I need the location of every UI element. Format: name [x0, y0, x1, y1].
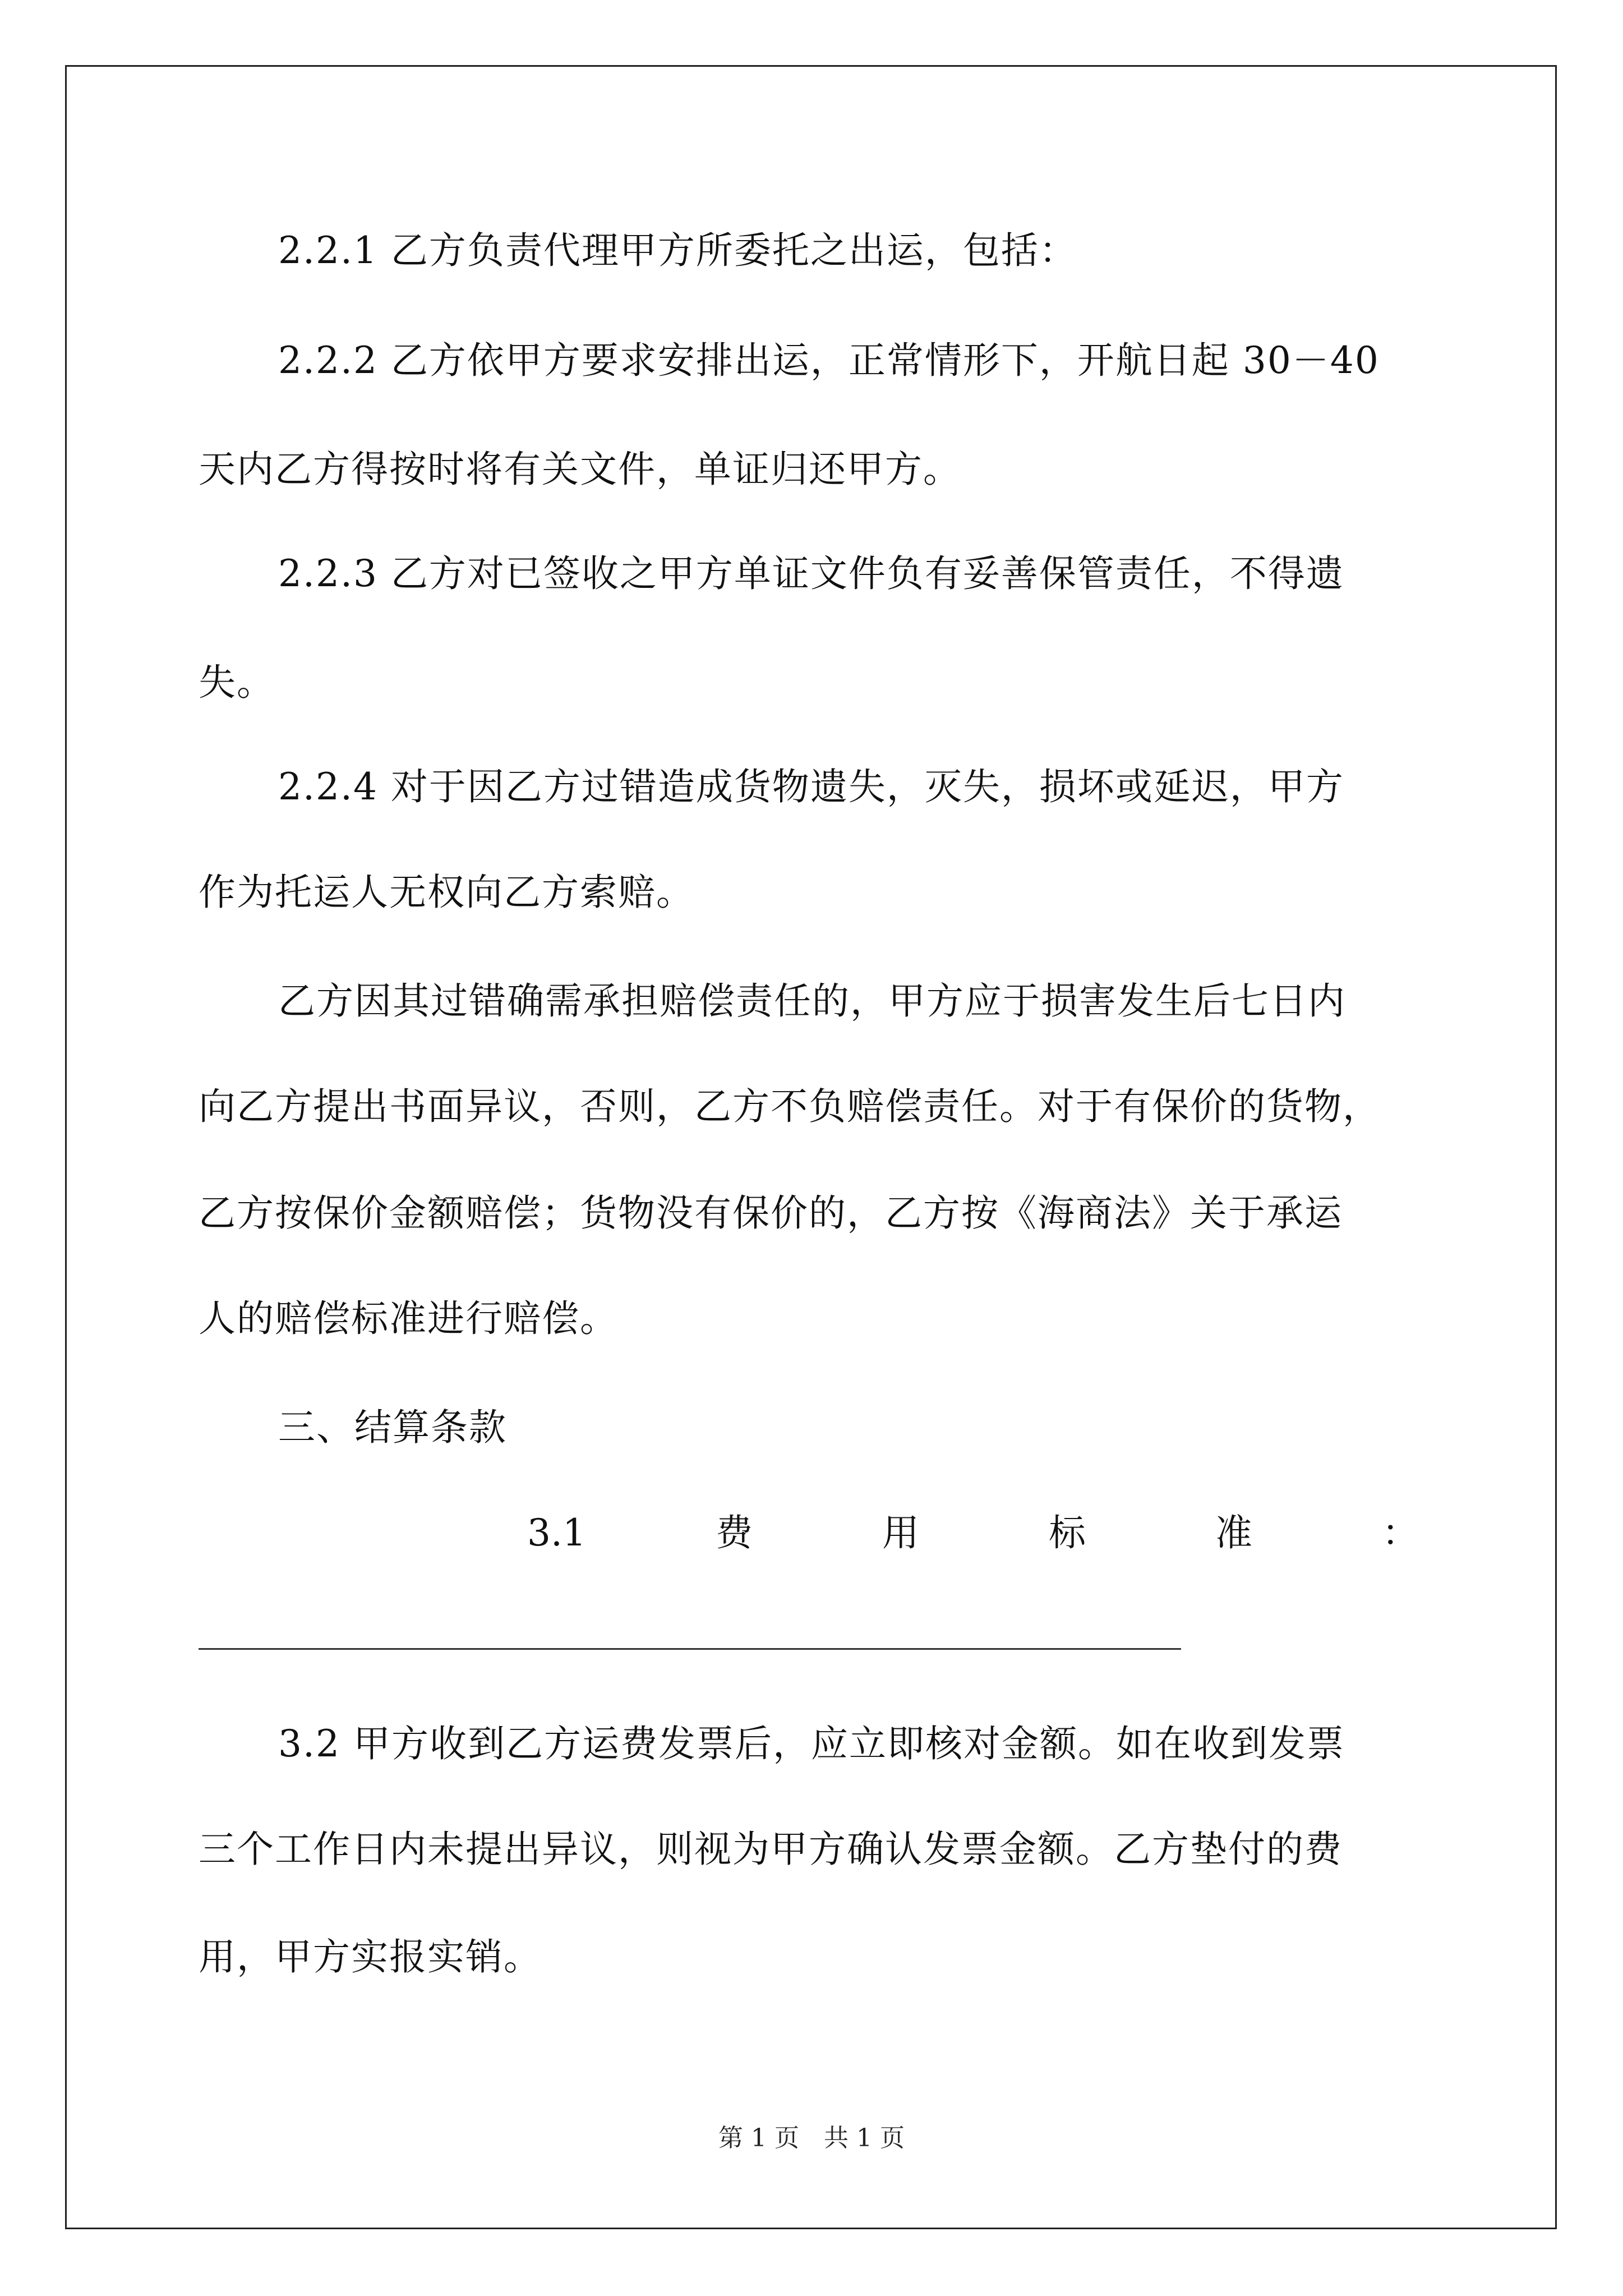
clause-2-2-4-line-1: 2.2.4 对于因乙方过错造成货物遗失，灭失，损坏或延迟，甲方 [278, 765, 1344, 808]
page-number-footer: 第 1 页 共 1 页 [718, 2124, 905, 2152]
clause-3-1-colon: ： [1381, 1511, 1419, 1554]
compensation-line-3: 乙方按保价金额赔偿；货物没有保价的，乙方按《海商法》关于承运 [199, 1191, 1343, 1235]
clause-3-1-char: 费 [715, 1511, 753, 1554]
fill-in-blank-line [199, 1648, 1181, 1650]
clause-3-1-number: 3.1 [527, 1511, 586, 1554]
clause-2-2-4-line-2: 作为托运人无权向乙方索赔。 [199, 871, 694, 914]
clause-3-1-char: 准 [1215, 1511, 1252, 1554]
clause-2-2-3-line-1: 2.2.3 乙方对已签收之甲方单证文件负有妥善保管责任，不得遗 [278, 552, 1344, 595]
clause-3-2-line-3: 用，甲方实报实销。 [199, 1935, 542, 1978]
compensation-line-4: 人的赔偿标准进行赔偿。 [199, 1297, 618, 1340]
clause-2-2-3-line-2: 失。 [199, 661, 275, 704]
clause-2-2-2-line-2: 天内乙方得按时将有关文件，单证归还甲方。 [199, 448, 961, 491]
compensation-line-2: 向乙方提出书面异议，否则，乙方不负赔偿责任。对于有保价的货物， [199, 1085, 1381, 1128]
clause-3-2-line-1: 3.2 甲方收到乙方运费发票后，应立即核对金额。如在收到发票 [278, 1722, 1345, 1765]
section-3-heading: 三、结算条款 [278, 1406, 507, 1449]
clause-2-2-2-line-1: 2.2.2 乙方依甲方要求安排出运，正常情形下，开航日起 30－40 [278, 339, 1380, 382]
page-border [65, 65, 1557, 2229]
clause-3-1-fee-standard [527, 1508, 1419, 1558]
clause-3-1-char: 用 [882, 1511, 919, 1554]
clause-3-2-line-2: 三个工作日内未提出异议，则视为甲方确认发票金额。乙方垫付的费 [199, 1828, 1343, 1871]
clause-3-1-char: 标 [1048, 1511, 1086, 1554]
clause-2-2-1: 2.2.1 乙方负责代理甲方所委托之出运，包括： [278, 229, 1077, 272]
compensation-line-1: 乙方因其过错确需承担赔偿责任的，甲方应于损害发生后七日内 [278, 979, 1346, 1023]
